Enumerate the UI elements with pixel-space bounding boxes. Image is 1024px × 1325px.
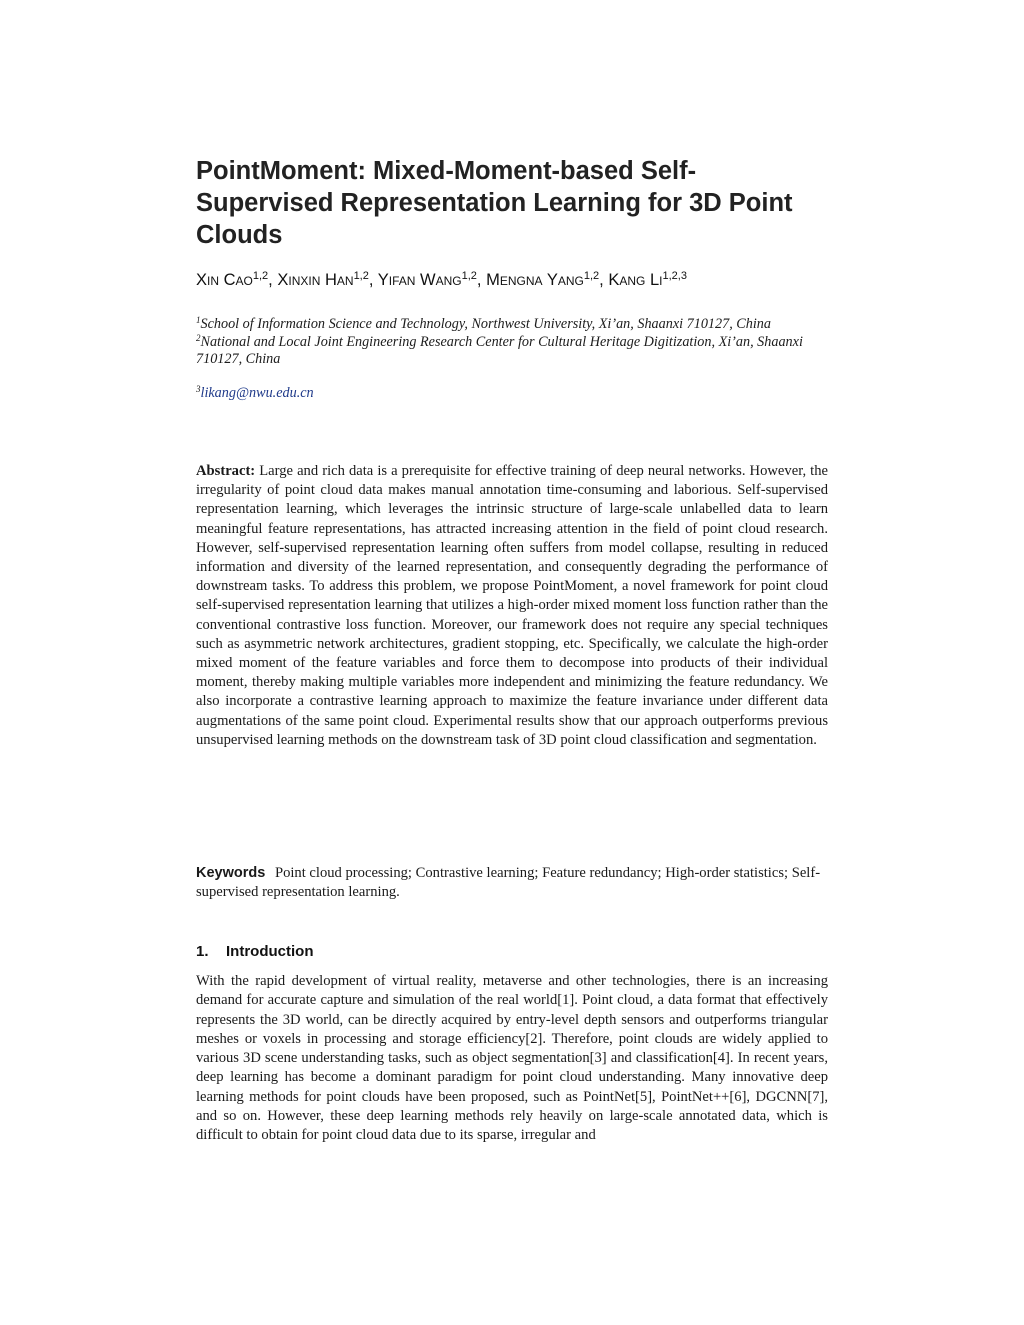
author: Xin Cao$^{1,2}$ [196,270,269,289]
abstract-label: Abstract: [196,463,256,479]
paper-title: PointMoment: Mixed-Moment-based Self-Supervised Representation Learning for 3D Point Clouds [196,157,793,249]
author-sup: 1,2 [461,270,477,282]
author-sup: 1,2 [252,270,269,282]
author: Kang Li$^{1,2,3}$ [608,270,687,289]
section-heading [196,942,828,962]
author-sup: 1,2 [353,270,369,282]
keywords-label: Keywords [196,865,266,881]
author-sup: 1,2 [583,270,600,282]
author: Yifan Wang$^{1,2}$ [377,270,477,289]
contact-email[interactable]: $^3$likang@nwu.edu.cn [196,384,314,401]
keywords-text: Point cloud processing; Contrastive learning; Feature redundancy; High-order statistics; Self-supervised representation learning. [196,865,821,901]
author-sup: 1,2,3 [662,270,687,282]
affiliation-2: $^2$National and Local Joint Engineering Research Center for Cultural Heritage Digitization, Xi’an, Shaanxi 710127, China [196,332,803,367]
abstract-text: Large and rich data is a prerequisite for effective training of deep neural networks. However, the irregularity of point cloud data makes manual annotation time-consuming and laborious. Self-supervised representation learning, which leverages the intrinsic structure of large-scale unlabelled data to learn meaningful feature representations, has attracted increasing attention in the field of point cloud research. However, self-supervised representation learning often suffers from model collapse, resulting in reduced information and diversity of the learned representation, and consequently degrading the performance of downstream tasks. To address this problem, we propose PointMoment, a novel framework for point cloud self-supervised representation learning that utilizes a high-order mixed moment loss function rather than the conventional contrastive loss function. Moreover, our framework does not require any special techniques such as asymmetric network architectures, gradient stopping, etc. Specifically, we calculate the high-order mixed moment of the feature variables and force them to decompose into products of their individual moment, thereby making multiple variables more independent and minimizing the feature redundancy. We also incorporate a contrastive learning approach to maximize the feature invariance under different data augmentations of the same point cloud. Experimental results show that our approach outperforms previous unsupervised learning methods on the downstream task of 3D point cloud classification and segmentation. [196,463,829,748]
abstract [196,462,828,750]
author: Mengna Yang$^{1,2}$ [486,270,600,289]
author-list: Xin Cao$^{1,2}$, Xinxin Han$^{1,2}$, Yifan Wang$^{1,2}$, Mengna Yang$^{1,2}$, Kang Li$^{1,2,3}$ [196,270,687,289]
author: Xinxin Han$^{1,2}$ [277,270,369,289]
intro-paragraph: With the rapid development of virtual reality, metaverse and other technologies, there is an increasing demand for accurate capture and simulation of the real world[1]. Point cloud, a data format that effectively represents the 3D world, can be directly acquired by entry-level depth sensors and outperforms triangular meshes or voxels in processing and storage efficiency[2]. Therefore, point clouds are widely applied to various 3D scene understanding tasks, such as object segmentation[3] and classification[4]. In recent years, deep learning has become a dominant paradigm for point cloud understanding. Many innovative deep learning methods for point clouds have been proposed, such as PointNet[5], PointNet++[6], DGCNN[7], and so on. However, these deep learning methods rely heavily on large-scale annotated data, which is difficult to obtain for point cloud data due to its sparse, irregular and [196,973,828,1143]
affiliation-1: $^1$School of Information Science and Technology, Northwest University, Xi’an, Shaanxi 710127, China [196,315,771,332]
section-number: 1. [196,943,209,960]
section-title: Introduction [226,943,314,960]
affiliations [196,316,828,369]
keywords [196,864,828,903]
email-link[interactable]: likang@nwu.edu.cn [200,385,314,401]
